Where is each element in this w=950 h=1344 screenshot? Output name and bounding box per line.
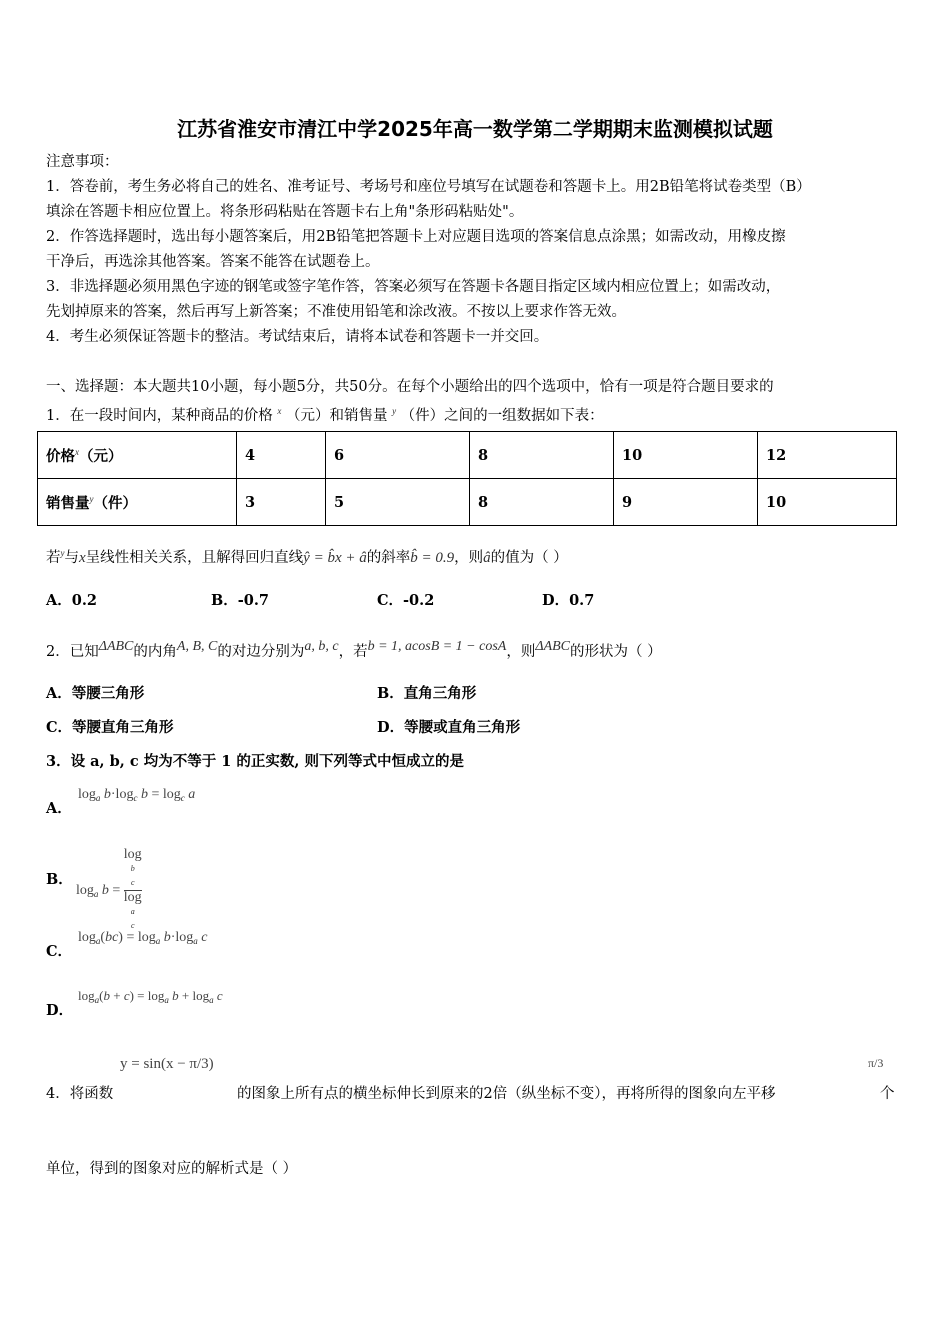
table-cell: 价格$^x$（元） [38,432,237,479]
table-cell: 10 [758,479,897,526]
q1-stem-c: （件）之间的一组数据如下表： [400,408,604,424]
q2-condition-formula: b = 1, acosB = 1 − cosA [367,639,507,654]
q1-stem-a: 1．在一段时间内，某种商品的价格 [46,408,273,424]
q2-option-c[interactable]: C．等腰直角三角形 [46,719,174,736]
table-cell: 5 [326,479,470,526]
q4-shift-formula: π/3 [868,1056,884,1070]
notice-item-1b: 填涂在答题卡相应位置上。将条形码粘贴在答题卡右上角"条形码粘贴处"。 [46,204,524,220]
q1-slope-formula: b̂ = 0.9 [410,550,455,566]
q1-option-c[interactable]: C．-0.2 [377,592,435,609]
q1-var-y: y [392,406,397,416]
q4-stem-c: 个 [880,1086,895,1102]
notice-item-3b: 先划掉原来的答案，然后再写上新答案；不准使用铅笔和涂改液。不按以上要求作答无效。 [46,304,626,320]
q2-stem: 2．已知ΔABC的内角A, B, C的对边分别为a, b, c，若b = 1, acosB = 1 − cosA，则ΔABC的形状为（ ） [46,639,662,660]
table-cell: 4 [237,432,326,479]
table-cell: 3 [237,479,326,526]
q2-option-d[interactable]: D．等腰或直角三角形 [377,719,521,736]
page-title: 江苏省淮安市清江中学2025年高一数学第二学期期末监测模拟试题 [177,117,773,141]
notice-item-1a: 1．答卷前，考生务必将自己的姓名、准考证号、考场号和座位号填写在试题卷和答题卡上。用2B铅笔将试卷类型（B） [46,179,811,195]
q3-option-c-label[interactable]: C． [46,943,73,960]
q4-stem-a: 4．将函数 [46,1086,114,1102]
notice-item-2a: 2．作答选择题时，选出每小题答案后，用2B铅笔把答题卡上对应题目选项的答案信息点涂黑；如需改动，用橡皮擦 [46,229,786,245]
notice-heading: 注意事项： [46,154,119,170]
q2-option-b[interactable]: B．直角三角形 [377,685,477,702]
notice-item-4: 4．考生必须保证答题卡的整洁。考试结束后，请将本试卷和答题卡一并交回。 [46,329,549,345]
table-row [38,432,897,479]
q1-data-table [37,431,897,526]
section-heading: 一、选择题：本大题共10小题，每小题5分，共50分。在每个小题给出的四个选项中，恰有一项是符合题目要求的 [46,379,774,395]
q2-option-a[interactable]: A．等腰三角形 [46,685,145,702]
q3-option-b-formula: $\log_a b$ = log b c log a c [76,847,142,930]
notice-item-3a: 3．非选择题必须用黑色字迹的钢笔或签字笔作答，答案必须写在答题卡各题目指定区域内相应位置上；如需改动， [46,279,781,295]
q1-condition: 若$^y$与x呈线性相关关系，且解得回归直线ŷ = b̂x + â的斜率b̂ = 0.9，则â的值为（ ） [46,548,568,566]
q3-option-a-label[interactable]: A． [46,800,72,817]
q1-option-a[interactable]: A．0.2 [46,592,97,609]
q1-regression-formula: ŷ = b̂x + â [303,550,367,566]
table-cell: 9 [614,479,758,526]
table-cell: 6 [326,432,470,479]
q1-option-b[interactable]: B．-0.7 [211,592,269,609]
q3-option-c-formula: $\log_a(bc) = \log_a b\cdot\log_a$ c [78,930,208,946]
q4-stem-b: 的图象上所有点的横坐标伸长到原来的2倍（纵坐标不变），再将所得的图象向左平移 [237,1086,776,1102]
q1-stem-b: （元）和销售量 [285,408,388,424]
table-cell: 销售量$^y$（件） [38,479,237,526]
table-cell: 8 [470,432,614,479]
q3-option-d-label[interactable]: D． [46,1002,74,1019]
q4-stem-line2: 单位，得到的图象对应的解析式是（ ） [46,1161,298,1177]
q1-var-x: x [277,406,282,416]
table-cell: 8 [470,479,614,526]
q3-stem: 3．设 a, b, c 均为不等于 1 的正实数, 则下列等式中恒成立的是 [46,753,465,770]
table-cell: 10 [614,432,758,479]
q3-option-d-formula: $\log_a(b + c) = \log_a b + \log_a c$ [78,988,223,1005]
q3-option-a-formula: $\log_a b\cdot\log_c$ $b = \log_c a$ [78,787,196,803]
notice-item-2b: 干净后，再选涂其他答案。答案不能答在试题卷上。 [46,254,380,270]
table-row [38,479,897,526]
q4-function-formula: y = sin(x − π/3) [120,1056,214,1072]
table-cell: 12 [758,432,897,479]
q1-stem [46,402,604,425]
q3-option-b-label[interactable]: B． [46,871,73,888]
q1-option-d[interactable]: D．0.7 [542,592,595,609]
